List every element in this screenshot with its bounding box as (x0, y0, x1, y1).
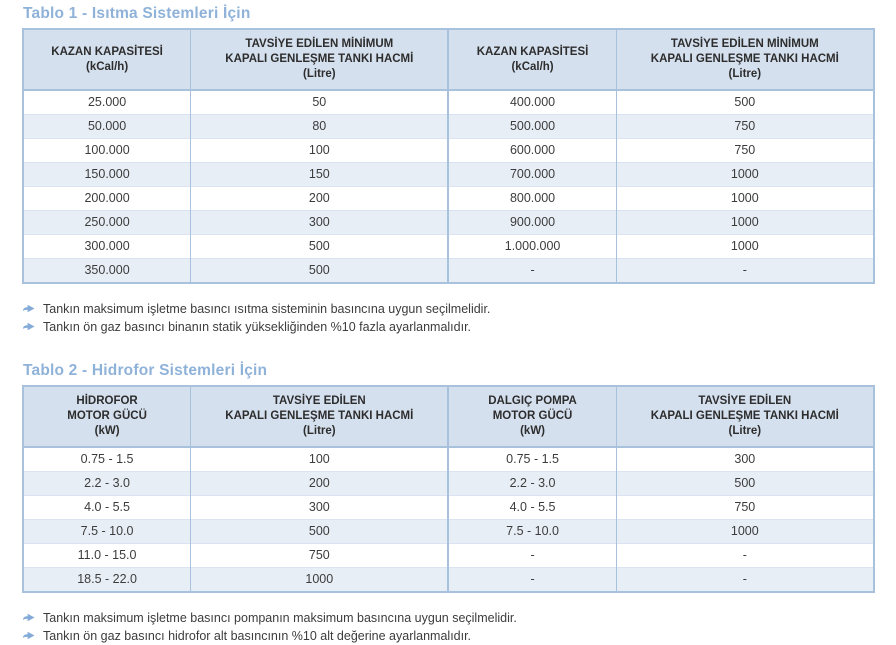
column-header: TAVSİYE EDİLEN MİNİMUM KAPALI GENLEŞME TANKI HACMİ (Litre) (191, 29, 449, 90)
table-cell: 400.000 (448, 90, 616, 115)
table-cell: 750 (616, 115, 874, 139)
column-header: TAVSİYE EDİLEN MİNİMUM KAPALI GENLEŞME TANKI HACMİ (Litre) (616, 29, 874, 90)
table-cell: 50.000 (23, 115, 191, 139)
table-cell: 25.000 (87, 95, 127, 109)
table-row (23, 187, 874, 211)
note-item (23, 628, 875, 645)
table-cell: 200 (191, 472, 449, 496)
table-row (23, 259, 874, 284)
hook-arrow-right-icon (23, 322, 35, 331)
table-cell: 0.75 - 1.5 (80, 452, 134, 466)
table-cell: 200.000 (23, 187, 191, 211)
table-row (23, 568, 874, 593)
table-cell: - (448, 259, 616, 284)
table-cell: 4.0 - 5.5 (448, 496, 616, 520)
table-cell: 300.000 (23, 235, 191, 259)
table-row (23, 139, 874, 163)
table-cell: 80 (191, 115, 449, 139)
table-cell: 1.000.000 (448, 235, 616, 259)
note-text: Tankın maksimum işletme basıncı pompanın maksimum basıncına uygun seçilmelidir. (43, 611, 517, 625)
table-cell: 300 (191, 211, 449, 235)
note-text: Tankın ön gaz basıncı hidrofor alt basıncının %10 alt değerine ayarlanmalıdır. (43, 629, 472, 643)
table-cell: 500 (616, 472, 874, 496)
table-cell: - (616, 259, 874, 284)
table-cell: 300 (191, 496, 449, 520)
table-cell: 1000 (616, 187, 874, 211)
table2-title: Tablo 2 - Hidrofor Sistemleri İçin (23, 362, 268, 379)
table-cell: 750 (616, 139, 874, 163)
table-cell: 18.5 - 22.0 (23, 568, 191, 593)
table1-title: Tablo 1 - Isıtma Sistemleri İçin (23, 5, 251, 22)
table-cell: 700.000 (448, 163, 616, 187)
table-cell: 100.000 (23, 139, 191, 163)
table-row (23, 544, 874, 568)
table-cell: 350.000 (23, 259, 191, 284)
table-cell: 0.75 - 1.5 (448, 447, 616, 472)
table-cell: 150 (191, 163, 449, 187)
column-header: TAVSİYE EDİLEN KAPALI GENLEŞME TANKI HACMİ (Litre) (616, 386, 874, 447)
table-cell: 500 (191, 520, 449, 544)
note-item (23, 610, 875, 627)
hook-arrow-right-icon (23, 613, 35, 622)
table-cell: 1000 (616, 235, 874, 259)
table-cell: 11.0 - 15.0 (23, 544, 191, 568)
table-cell: 250.000 (23, 211, 191, 235)
table-cell: 50 (191, 90, 449, 115)
table-row (23, 115, 874, 139)
table-row (23, 520, 874, 544)
table1-body (23, 90, 874, 283)
heating-systems-section (22, 5, 875, 336)
hook-arrow-right-icon (23, 304, 35, 313)
note-text: Tankın ön gaz basıncı binanın statik yüksekliğinden %10 fazla ayarlanmalıdır. (43, 320, 472, 334)
table-row (23, 472, 874, 496)
table-row (23, 447, 874, 472)
table-cell: 4.0 - 5.5 (23, 496, 191, 520)
table-cell: 500.000 (448, 115, 616, 139)
table-cell: 1000 (616, 163, 874, 187)
table-cell: 1000 (616, 211, 874, 235)
note-item (23, 319, 875, 336)
column-header: DALGIÇ POMPA MOTOR GÜCÜ (kW) (448, 386, 616, 447)
column-header: KAZAN KAPASİTESİ (kCal/h) (448, 29, 616, 90)
table-cell: - (448, 544, 616, 568)
table-row (23, 211, 874, 235)
table-cell: 600.000 (448, 139, 616, 163)
hook-arrow-right-icon (23, 631, 35, 640)
table-row (23, 496, 874, 520)
table-cell: 7.5 - 10.0 (448, 520, 616, 544)
note-item (23, 301, 875, 318)
table-cell: 100 (191, 139, 449, 163)
hydrophore-systems-section (22, 362, 875, 645)
table1-header-row (23, 29, 874, 90)
table-cell: 1000 (616, 520, 874, 544)
table-cell: 500 (616, 90, 874, 115)
table-cell: 300 (616, 447, 874, 472)
table-cell: 900.000 (448, 211, 616, 235)
table-cell: 2.2 - 3.0 (448, 472, 616, 496)
column-header: HİDROFOR MOTOR GÜCÜ (kW) (23, 386, 191, 447)
column-header: KAZAN KAPASİTESİ (kCal/h) (23, 29, 191, 90)
table-row (23, 235, 874, 259)
table-cell: 750 (191, 544, 449, 568)
note-text: Tankın maksimum işletme basıncı ısıtma sisteminin basıncına uygun seçilmelidir. (43, 302, 491, 316)
hydrophore-systems-table (22, 385, 875, 593)
table-cell: 7.5 - 10.0 (23, 520, 191, 544)
table-cell: - (616, 568, 874, 593)
table-cell: 100 (191, 447, 449, 472)
table2-header-row (23, 386, 874, 447)
table-row (23, 90, 874, 115)
table-cell: 500 (191, 235, 449, 259)
column-header: TAVSİYE EDİLEN KAPALI GENLEŞME TANKI HACMİ (Litre) (191, 386, 449, 447)
table-cell: 750 (616, 496, 874, 520)
table-cell: 200 (191, 187, 449, 211)
table-cell: - (616, 544, 874, 568)
table-cell: - (448, 568, 616, 593)
table-cell: 1000 (191, 568, 449, 593)
heating-systems-table (22, 28, 875, 284)
table-cell: 2.2 - 3.0 (23, 472, 191, 496)
table1-notes (23, 301, 875, 336)
table2-body (23, 447, 874, 592)
table-row (23, 163, 874, 187)
table-cell: 150.000 (23, 163, 191, 187)
table-cell: 500 (191, 259, 449, 284)
table-cell: 800.000 (448, 187, 616, 211)
